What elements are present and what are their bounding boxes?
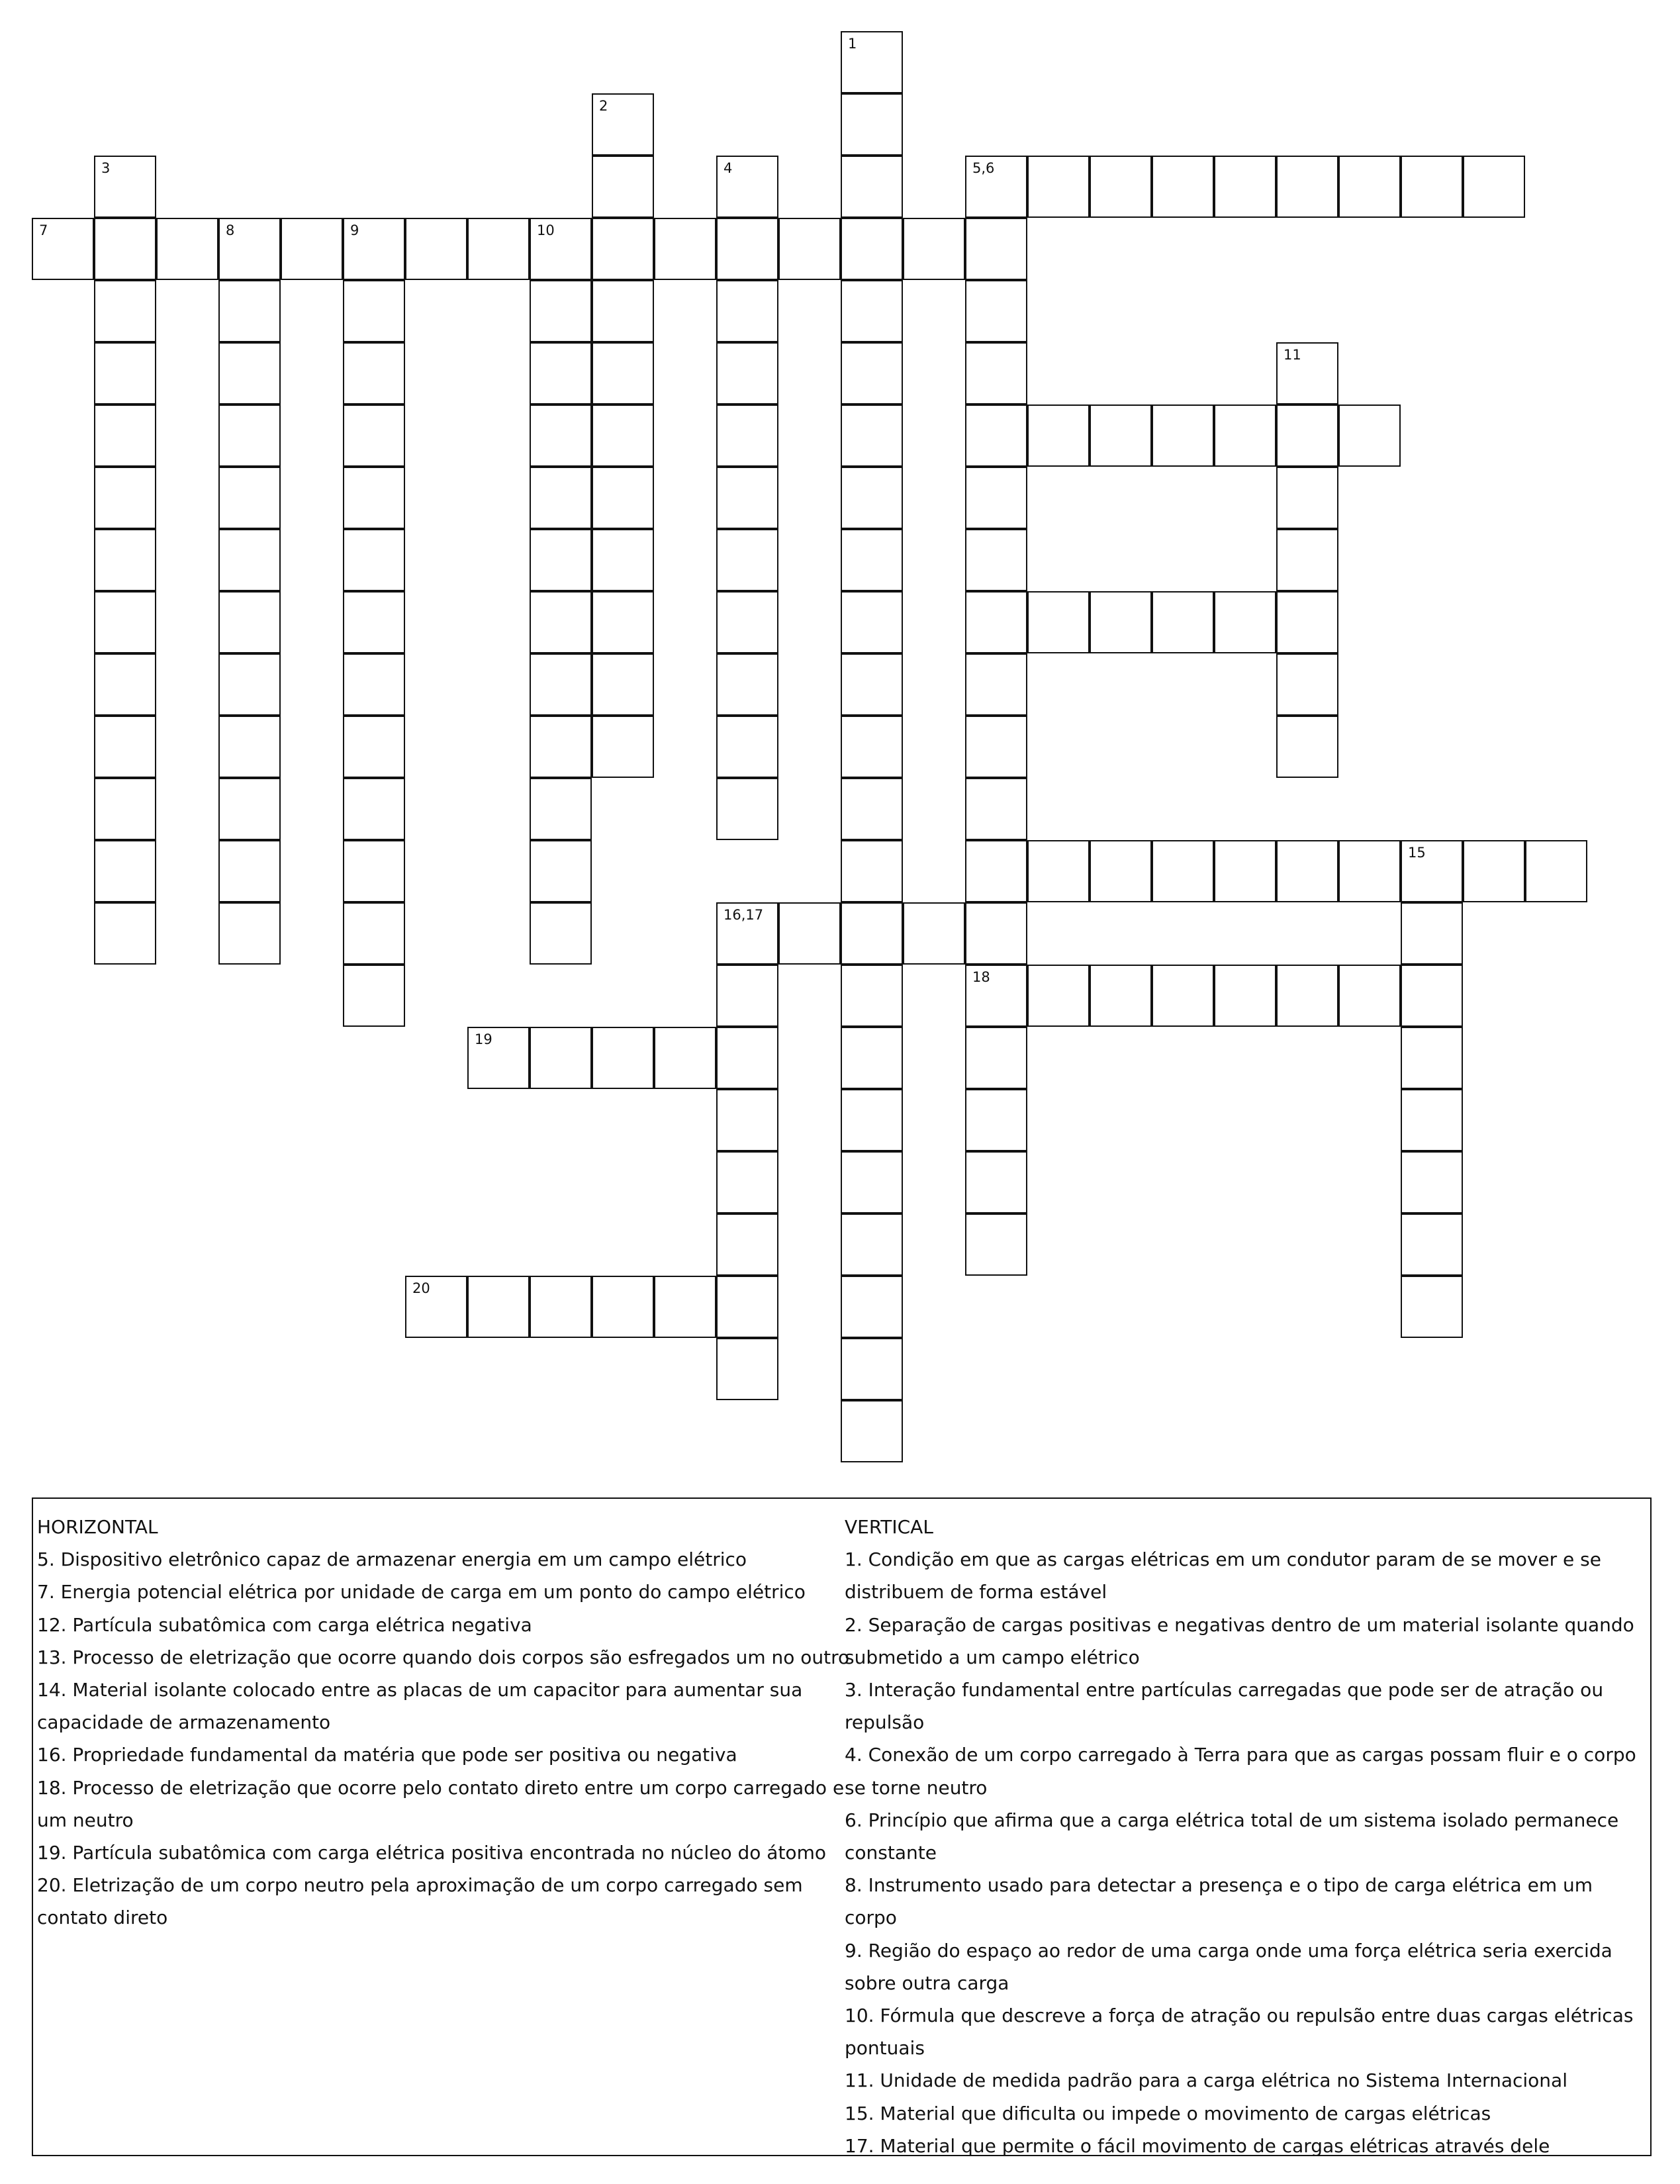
clue-number: 10 — [537, 222, 555, 238]
grid-cell[interactable] — [1090, 840, 1152, 902]
clue-number: 16,17 — [723, 907, 764, 923]
grid-cell[interactable] — [1401, 965, 1463, 1027]
grid-cell[interactable] — [530, 840, 592, 902]
grid-cell[interactable] — [1276, 965, 1338, 1027]
clue-vertical: 15. Material que dificulta ou impede o movimento de cargas elétricas — [845, 2102, 1491, 2124]
clue-number: 8 — [226, 222, 235, 238]
clue-vertical: 10. Fórmula que descreve a força de atração ou repulsão entre duas cargas elétricas pontuais — [845, 2005, 1634, 2060]
grid-cell[interactable] — [530, 1027, 592, 1089]
grid-cell[interactable] — [218, 902, 281, 965]
grid-cell[interactable] — [1401, 840, 1463, 902]
grid-cell[interactable] — [1152, 156, 1214, 218]
grid-cell[interactable] — [778, 218, 841, 280]
clue-horizontal: 18. Processo de eletrização que ocorre pelo contato direto entre um corpo carregado e um neutro — [37, 1776, 845, 1831]
grid-cell[interactable] — [530, 902, 592, 965]
grid-cell[interactable] — [965, 404, 1027, 467]
grid-cell[interactable] — [530, 778, 592, 840]
grid-cell[interactable] — [654, 218, 716, 280]
grid-cell[interactable] — [592, 1276, 654, 1338]
grid-cell[interactable] — [841, 218, 903, 280]
clue-horizontal: 7. Energia potencial elétrica por unidade de carga em um ponto do campo elétrico — [37, 1581, 806, 1603]
grid-cell[interactable] — [716, 1213, 778, 1276]
clue-number: 5,6 — [972, 160, 995, 176]
grid-cell[interactable] — [592, 156, 654, 218]
horizontal-heading: HORIZONTAL — [37, 1516, 158, 1538]
grid-cell[interactable] — [1338, 965, 1401, 1027]
clue-horizontal: 5. Dispositivo eletrônico capaz de armazenar energia em um campo elétrico — [37, 1548, 747, 1571]
grid-cell[interactable] — [530, 467, 592, 529]
grid-cell[interactable] — [94, 529, 156, 591]
grid-cell[interactable] — [1463, 840, 1525, 902]
grid-cell[interactable] — [1463, 156, 1525, 218]
grid-cell[interactable] — [467, 1027, 530, 1089]
grid-cell[interactable] — [841, 591, 903, 653]
grid-cell[interactable] — [965, 716, 1027, 778]
grid-cell[interactable] — [32, 218, 94, 280]
grid-cell[interactable] — [1401, 156, 1463, 218]
grid-cell[interactable] — [343, 840, 405, 902]
grid-cell[interactable] — [841, 1400, 903, 1462]
grid-cell[interactable] — [1027, 156, 1090, 218]
grid-cell[interactable] — [1276, 342, 1338, 404]
grid-cell[interactable] — [841, 467, 903, 529]
grid-cell[interactable] — [530, 1276, 592, 1338]
grid-cell[interactable] — [841, 1089, 903, 1151]
grid-cell[interactable] — [94, 778, 156, 840]
grid-cell[interactable] — [1090, 965, 1152, 1027]
grid-cell[interactable] — [343, 218, 405, 280]
grid-cell[interactable] — [218, 280, 281, 342]
grid-cell[interactable] — [965, 156, 1027, 218]
grid-cell[interactable] — [716, 529, 778, 591]
clue-vertical: 11. Unidade de medida padrão para a carga elétrica no Sistema Internacional — [845, 2069, 1567, 2092]
grid-cell[interactable] — [965, 342, 1027, 404]
grid-cell[interactable] — [716, 467, 778, 529]
clue-vertical: 17. Material que permite o fácil movimento de cargas elétricas através dele — [845, 2134, 1550, 2157]
grid-cell[interactable] — [530, 404, 592, 467]
grid-cell[interactable] — [530, 280, 592, 342]
clue-vertical: 2. Separação de cargas positivas e negativas dentro de um material isolante quando submetido a um campo elétrico — [845, 1613, 1634, 1668]
grid-cell[interactable] — [1276, 653, 1338, 716]
grid-cell[interactable] — [716, 716, 778, 778]
grid-cell[interactable] — [343, 529, 405, 591]
grid-cell[interactable] — [965, 1151, 1027, 1213]
grid-cell[interactable] — [965, 965, 1027, 1027]
grid-cell[interactable] — [654, 1276, 716, 1338]
grid-cell[interactable] — [965, 467, 1027, 529]
grid-cell[interactable] — [716, 404, 778, 467]
grid-cell[interactable] — [530, 653, 592, 716]
clue-vertical: 3. Interação fundamental entre partículas carregadas que pode ser de atração ou repulsão — [845, 1679, 1604, 1734]
grid-cell[interactable] — [530, 591, 592, 653]
grid-cell[interactable] — [405, 1276, 467, 1338]
clue-number: 11 — [1283, 347, 1301, 363]
grid-cell[interactable] — [530, 342, 592, 404]
grid-cell[interactable] — [94, 591, 156, 653]
grid-cell[interactable] — [841, 778, 903, 840]
grid-cell[interactable] — [841, 653, 903, 716]
grid-cell[interactable] — [903, 902, 965, 965]
clue-vertical: 9. Região do espaço ao redor de uma carga onde uma força elétrica seria exercida sobre outra carga — [845, 1939, 1612, 1994]
clue-horizontal: 20. Eletrização de um corpo neutro pela aproximação de um corpo carregado sem contato direto — [37, 1874, 803, 1929]
grid-cell[interactable] — [592, 218, 654, 280]
grid-cell[interactable] — [94, 467, 156, 529]
grid-cell[interactable] — [1338, 404, 1401, 467]
grid-cell[interactable] — [1338, 840, 1401, 902]
clue-number: 4 — [723, 160, 733, 176]
grid-cell[interactable] — [965, 591, 1027, 653]
grid-cell[interactable] — [530, 218, 592, 280]
grid-cell[interactable] — [716, 156, 778, 218]
clue-number: 7 — [39, 222, 48, 238]
grid-cell[interactable] — [94, 716, 156, 778]
grid-cell[interactable] — [1152, 591, 1214, 653]
clue-number: 20 — [412, 1280, 430, 1296]
grid-cell[interactable] — [1401, 1089, 1463, 1151]
grid-cell[interactable] — [1090, 404, 1152, 467]
grid-cell[interactable] — [343, 591, 405, 653]
grid-cell[interactable] — [965, 280, 1027, 342]
grid-cell[interactable] — [1276, 467, 1338, 529]
grid-cell[interactable] — [94, 156, 156, 218]
clue-number: 19 — [475, 1031, 492, 1047]
grid-cell[interactable] — [716, 1338, 778, 1400]
grid-cell[interactable] — [281, 218, 343, 280]
grid-cell[interactable] — [841, 1151, 903, 1213]
grid-cell[interactable] — [592, 467, 654, 529]
clue-number: 3 — [101, 160, 111, 176]
grid-cell[interactable] — [1401, 1276, 1463, 1338]
grid-cell[interactable] — [965, 1027, 1027, 1089]
grid-cell[interactable] — [94, 218, 156, 280]
grid-cell[interactable] — [1338, 156, 1401, 218]
grid-cell[interactable] — [965, 840, 1027, 902]
horizontal-clues — [37, 1511, 851, 1934]
grid-cell[interactable] — [841, 342, 903, 404]
grid-cell[interactable] — [1214, 404, 1276, 467]
grid-cell[interactable] — [1090, 156, 1152, 218]
grid-cell[interactable] — [654, 1027, 716, 1089]
grid-cell[interactable] — [1214, 156, 1276, 218]
grid-cell[interactable] — [841, 404, 903, 467]
grid-cell[interactable] — [716, 218, 778, 280]
grid-cell[interactable] — [1276, 716, 1338, 778]
grid-cell[interactable] — [903, 218, 965, 280]
grid-cell[interactable] — [343, 467, 405, 529]
grid-cell[interactable] — [530, 716, 592, 778]
grid-cell[interactable] — [592, 591, 654, 653]
grid-cell[interactable] — [218, 591, 281, 653]
grid-cell[interactable] — [592, 404, 654, 467]
clue-number: 15 — [1408, 845, 1426, 861]
grid-cell[interactable] — [592, 280, 654, 342]
grid-cell[interactable] — [592, 93, 654, 156]
grid-cell[interactable] — [1152, 404, 1214, 467]
grid-cell[interactable] — [218, 778, 281, 840]
grid-cell[interactable] — [716, 965, 778, 1027]
grid-cell[interactable] — [716, 591, 778, 653]
grid-cell[interactable] — [716, 1276, 778, 1338]
grid-cell[interactable] — [218, 529, 281, 591]
grid-cell[interactable] — [592, 1027, 654, 1089]
grid-cell[interactable] — [343, 716, 405, 778]
grid-cell[interactable] — [1401, 902, 1463, 965]
grid-cell[interactable] — [965, 902, 1027, 965]
grid-cell[interactable] — [716, 342, 778, 404]
grid-cell[interactable] — [716, 653, 778, 716]
grid-cell[interactable] — [1276, 840, 1338, 902]
grid-cell[interactable] — [343, 778, 405, 840]
clues-box — [32, 1497, 1652, 2156]
grid-cell[interactable] — [841, 31, 903, 93]
clue-horizontal: 14. Material isolante colocado entre as placas de um capacitor para aumentar sua capacidade de armazenamento — [37, 1679, 803, 1734]
grid-cell[interactable] — [841, 902, 903, 965]
clue-vertical: 8. Instrumento usado para detectar a presença e o tipo de carga elétrica em um corpo — [845, 1874, 1593, 1929]
grid-cell[interactable] — [218, 840, 281, 902]
grid-cell[interactable] — [841, 1213, 903, 1276]
grid-cell[interactable] — [841, 156, 903, 218]
grid-cell[interactable] — [1090, 591, 1152, 653]
grid-cell[interactable] — [841, 840, 903, 902]
grid-cell[interactable] — [343, 404, 405, 467]
grid-cell[interactable] — [94, 280, 156, 342]
grid-cell[interactable] — [405, 218, 467, 280]
grid-cell[interactable] — [778, 902, 841, 965]
grid-cell[interactable] — [592, 716, 654, 778]
grid-cell[interactable] — [592, 529, 654, 591]
grid-cell[interactable] — [1401, 1213, 1463, 1276]
grid-cell[interactable] — [343, 653, 405, 716]
grid-cell[interactable] — [716, 1027, 778, 1089]
grid-cell[interactable] — [467, 1276, 530, 1338]
grid-cell[interactable] — [716, 778, 778, 840]
grid-cell[interactable] — [965, 1213, 1027, 1276]
grid-cell[interactable] — [841, 1338, 903, 1400]
grid-cell[interactable] — [841, 529, 903, 591]
clue-horizontal: 12. Partícula subatômica com carga elétrica negativa — [37, 1613, 532, 1636]
grid-cell[interactable] — [218, 218, 281, 280]
grid-cell[interactable] — [716, 1151, 778, 1213]
clue-horizontal: 19. Partícula subatômica com carga elétrica positiva encontrada no núcleo do átomo — [37, 1842, 826, 1864]
grid-cell[interactable] — [841, 1027, 903, 1089]
grid-cell[interactable] — [592, 653, 654, 716]
grid-cell[interactable] — [218, 716, 281, 778]
grid-cell[interactable] — [1027, 404, 1090, 467]
grid-cell[interactable] — [1401, 1027, 1463, 1089]
grid-cell[interactable] — [156, 218, 218, 280]
grid-cell[interactable] — [965, 1089, 1027, 1151]
grid-cell[interactable] — [1214, 591, 1276, 653]
clue-number: 18 — [972, 969, 990, 985]
grid-cell[interactable] — [1276, 156, 1338, 218]
vertical-clues — [845, 1511, 1639, 2162]
grid-cell[interactable] — [218, 653, 281, 716]
grid-cell[interactable] — [343, 342, 405, 404]
clue-number: 9 — [350, 222, 359, 238]
grid-cell[interactable] — [530, 529, 592, 591]
grid-cell[interactable] — [841, 965, 903, 1027]
grid-cell[interactable] — [841, 716, 903, 778]
grid-cell[interactable] — [94, 902, 156, 965]
grid-cell[interactable] — [1401, 1151, 1463, 1213]
grid-cell[interactable] — [1152, 965, 1214, 1027]
grid-cell[interactable] — [94, 342, 156, 404]
grid-cell[interactable] — [94, 404, 156, 467]
grid-cell[interactable] — [841, 280, 903, 342]
grid-cell[interactable] — [343, 902, 405, 965]
grid-cell[interactable] — [94, 653, 156, 716]
clue-vertical: 4. Conexão de um corpo carregado à Terra para que as cargas possam fluir e o corpo se torne neutro — [845, 1744, 1636, 1799]
grid-cell[interactable] — [716, 280, 778, 342]
grid-cell[interactable] — [1276, 529, 1338, 591]
grid-cell[interactable] — [94, 840, 156, 902]
grid-cell[interactable] — [716, 902, 778, 965]
clue-vertical: 6. Princípio que afirma que a carga elétrica total de um sistema isolado permanece constante — [845, 1809, 1619, 1864]
grid-cell[interactable] — [965, 529, 1027, 591]
grid-cell[interactable] — [965, 653, 1027, 716]
grid-cell[interactable] — [1214, 965, 1276, 1027]
clue-horizontal: 16. Propriedade fundamental da matéria que pode ser positiva ou negativa — [37, 1744, 737, 1766]
grid-cell[interactable] — [965, 778, 1027, 840]
grid-cell[interactable] — [218, 342, 281, 404]
vertical-heading: VERTICAL — [845, 1516, 933, 1538]
grid-cell[interactable] — [1027, 965, 1090, 1027]
grid-cell[interactable] — [1276, 404, 1338, 467]
grid-cell[interactable] — [841, 1276, 903, 1338]
clue-number: 2 — [599, 98, 608, 114]
grid-cell[interactable] — [218, 467, 281, 529]
grid-cell[interactable] — [1152, 840, 1214, 902]
grid-cell[interactable] — [1214, 840, 1276, 902]
grid-cell[interactable] — [716, 1089, 778, 1151]
grid-cell[interactable] — [1525, 840, 1587, 902]
grid-cell[interactable] — [218, 404, 281, 467]
grid-cell[interactable] — [343, 280, 405, 342]
grid-cell[interactable] — [592, 342, 654, 404]
grid-cell[interactable] — [343, 965, 405, 1027]
grid-cell[interactable] — [965, 218, 1027, 280]
clue-horizontal: 13. Processo de eletrização que ocorre quando dois corpos são esfregados um no outro — [37, 1646, 850, 1668]
grid-cell[interactable] — [1276, 591, 1338, 653]
grid-cell[interactable] — [1027, 840, 1090, 902]
clue-vertical: 1. Condição em que as cargas elétricas em um condutor param de se mover e se distribuem de forma estável — [845, 1548, 1601, 1603]
clue-number: 1 — [848, 36, 857, 52]
grid-cell[interactable] — [841, 93, 903, 156]
grid-cell[interactable] — [467, 218, 530, 280]
grid-cell[interactable] — [1027, 591, 1090, 653]
